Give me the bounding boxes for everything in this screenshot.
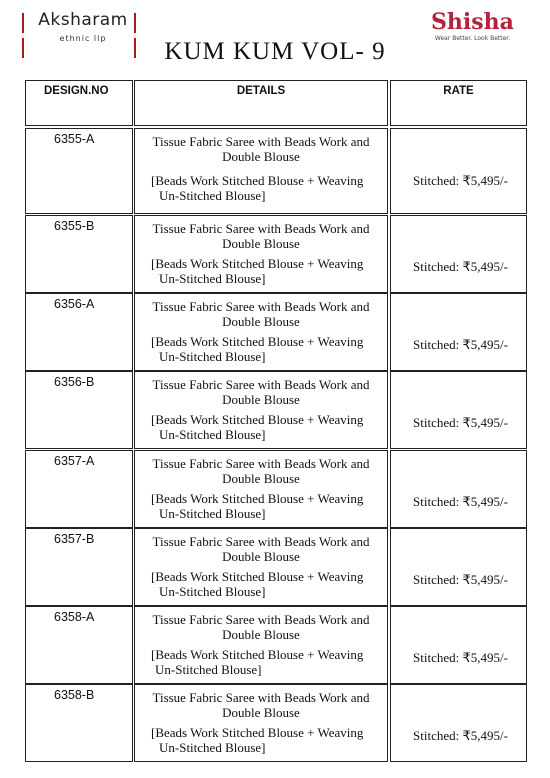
design-number: 6357-B [54,532,95,546]
rate-cell [390,450,527,528]
details-line-2: Double Blouse [222,549,300,564]
design-number: 6356-A [54,297,95,311]
details-cell [134,606,388,684]
details-cell [134,450,388,528]
details-cell [134,215,388,293]
header-cell-design [25,80,133,126]
details-cell [134,128,388,214]
details-cell [134,528,388,606]
details-line-1: Tissue Fabric Saree with Beads Work and [152,134,370,149]
rate-value: Stitched: ₹5,495/- [413,337,508,352]
details-line-4: Un-Stitched Blouse] [159,584,266,599]
details-line-3: [Beads Work Stitched Blouse + Weaving [151,647,364,662]
shisha-logo-name: Shisha [431,9,514,35]
shisha-logo-tagline: Wear Better. Look Better. [434,35,511,42]
design-number: 6358-A [54,610,95,624]
details-line-1: Tissue Fabric Saree with Beads Work and [152,534,370,549]
details-line-4: Un-Stitched Blouse] [159,740,266,755]
design-cell [25,371,133,449]
details-line-4: Un-Stitched Blouse] [159,349,266,364]
details-line-1: Tissue Fabric Saree with Beads Work and [152,221,370,236]
details-line-2: Double Blouse [222,627,300,642]
rate-value: Stitched: ₹5,495/- [413,572,508,587]
details-line-3: [Beads Work Stitched Blouse + Weaving [151,334,364,349]
details-line-4: Un-Stitched Blouse] [159,427,266,442]
rate-value: Stitched: ₹5,495/- [413,728,508,743]
logo-bars-left-icon [22,13,26,33]
design-number: 6357-A [54,454,95,468]
details-cell [134,684,388,762]
details-line-1: Tissue Fabric Saree with Beads Work and [152,377,370,392]
rate-cell [390,371,527,449]
rate-cell [390,215,527,293]
details-line-2: Double Blouse [222,705,300,720]
details-line-1: Tissue Fabric Saree with Beads Work and [152,299,370,314]
details-line-2: Double Blouse [222,314,300,329]
design-number: 6356-B [54,375,95,389]
design-cell [25,684,133,762]
design-cell [25,528,133,606]
details-line-2: Double Blouse [222,392,300,407]
rate-value: Stitched: ₹5,495/- [413,415,508,430]
details-line-4: Un-Stitched Blouse] [155,662,262,677]
header-rate-label: RATE [443,85,474,97]
design-cell [25,606,133,684]
header-cell-details [134,80,388,126]
rate-cell [390,128,527,214]
details-cell [134,371,388,449]
details-line-3: [Beads Work Stitched Blouse + Weaving [151,256,364,271]
details-line-4: Un-Stitched Blouse] [159,271,266,286]
design-cell [25,128,133,214]
details-line-1: Tissue Fabric Saree with Beads Work and [152,456,370,471]
header-design-label: DESIGN.NO [44,85,109,97]
details-line-3: [Beads Work Stitched Blouse + Weaving [151,412,364,427]
details-line-2: Double Blouse [222,236,300,251]
header-details-label: DETAILS [236,85,286,97]
rate-value: Stitched: ₹5,495/- [413,494,508,509]
design-number: 6358-B [54,688,95,702]
design-cell [25,293,133,371]
details-line-2: Double Blouse [222,471,300,486]
rate-cell [390,684,527,762]
rate-cell [390,528,527,606]
design-number: 6355-A [54,132,95,146]
header-cell-rate [390,80,527,126]
details-line-4: Un-Stitched Blouse] [159,506,266,521]
details-line-4: Un-Stitched Blouse] [159,188,266,203]
rate-value: Stitched: ₹5,495/- [413,259,508,274]
rate-cell [390,606,527,684]
logo-bars-right-icon [134,13,138,33]
details-line-3: [Beads Work Stitched Blouse + Weaving [151,173,364,188]
rate-value: Stitched: ₹5,495/- [413,650,508,665]
aksharam-logo-name: Aksharam [38,10,128,30]
aksharam-logo-subtitle: ethnic llp [59,34,107,43]
details-line-1: Tissue Fabric Saree with Beads Work and [152,612,370,627]
details-line-3: [Beads Work Stitched Blouse + Weaving [151,491,364,506]
design-cell [25,215,133,293]
design-cell [25,450,133,528]
page-title: KUM KUM VOL- 9 [164,38,386,65]
details-cell [134,293,388,371]
details-line-2: Double Blouse [222,149,300,164]
rate-cell [390,293,527,371]
details-line-3: [Beads Work Stitched Blouse + Weaving [151,569,364,584]
rate-value: Stitched: ₹5,495/- [413,173,508,188]
design-number: 6355-B [54,219,95,233]
details-line-1: Tissue Fabric Saree with Beads Work and [152,690,370,705]
details-line-3: [Beads Work Stitched Blouse + Weaving [151,725,364,740]
